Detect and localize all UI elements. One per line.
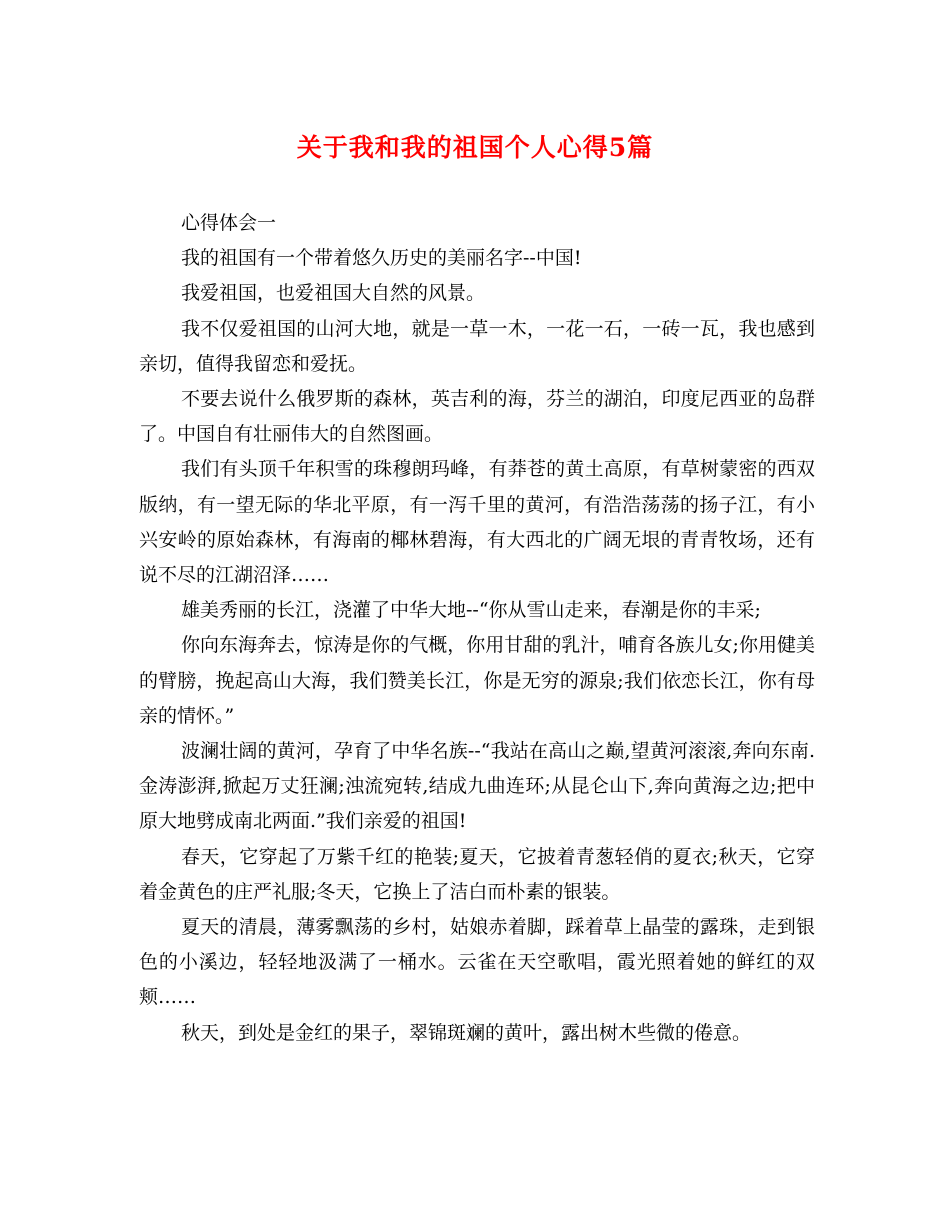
paragraph: 你向东海奔去，惊涛是你的气概，你用甘甜的乳汁，哺育各族儿女;你用健美的臂膀，挽起高山大海，我们赞美长江，你是无穷的源泉;我们依恋长江，你有母亲的情怀。” (139, 634, 815, 727)
paragraph: 我们有头顶千年积雪的珠穆朗玛峰，有莽苍的黄土高原，有草树蒙密的西双版纳，有一望无际的华北平原，有一泻千里的黄河，有浩浩荡荡的扬子江，有小兴安岭的原始森林，有海南的椰林碧海，有大西北的广阔无垠的青青牧场，还有说不尽的江湖沼泽…… (139, 458, 815, 587)
paragraph: 我爱祖国，也爱祖国大自然的风景。 (181, 282, 486, 305)
paragraph: 雄美秀丽的长江，浇灌了中华大地--“你从雪山走来，春潮是你的丰采; (181, 599, 761, 622)
paragraph: 波澜壮阔的黄河，孕育了中华名族--“我站在高山之巅,望黄河滚滚,奔向东南.金涛澎湃,掀起万丈狂澜;浊流宛转,结成九曲连环;从昆仑山下,奔向黄海之边;把中原大地劈成南北两面.”我们亲爱的祖国! (139, 740, 815, 833)
paragraph: 我不仅爱祖国的山河大地，就是一草一木，一花一石，一砖一瓦，我也感到亲切，值得我留恋和爱抚。 (139, 317, 815, 375)
paragraph: 秋天，到处是金红的果子，翠锦斑斓的黄叶，露出树木些微的倦意。 (181, 1021, 752, 1044)
document-title: 关于我和我的祖国个人心得5篇 (296, 133, 654, 162)
paragraph: 夏天的清晨，薄雾飘荡的乡村，姑娘赤着脚，踩着草上晶莹的露珠，走到银色的小溪边，轻轻地汲满了一桶水。云雀在天空歌唱，霞光照着她的鲜红的双颊…… (139, 916, 815, 1009)
document-body (139, 206, 815, 1051)
paragraph: 不要去说什么俄罗斯的森林，英吉利的海，芬兰的湖泊，印度尼西亚的岛群了。中国自有壮丽伟大的自然图画。 (139, 388, 815, 446)
paragraph: 春天，它穿起了万紫千红的艳装;夏天，它披着青葱轻俏的夏衣;秋天，它穿着金黄色的庄严礼服;冬天，它换上了洁白而朴素的银装。 (139, 845, 815, 903)
paragraph: 我的祖国有一个带着悠久历史的美丽名字--中国! (181, 247, 582, 270)
paragraph-heading: 心得体会一 (181, 212, 277, 234)
